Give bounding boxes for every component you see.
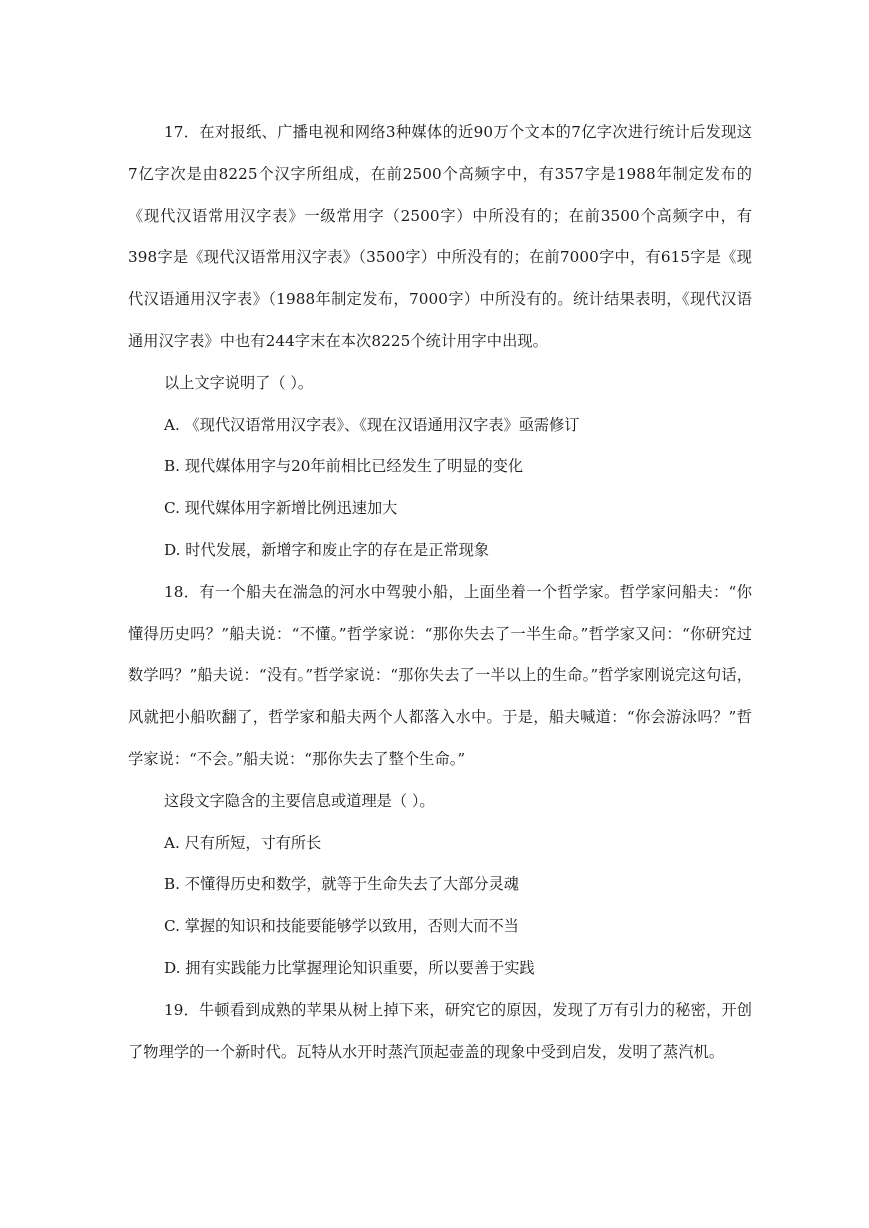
document-body	[128, 112, 752, 1073]
question-stem: 17．在对报纸、广播电视和网络3种媒体的近90万个文本的7亿字次进行统计后发现这7亿字次是由8225个汉字所组成，在前2500个高频字中，有357字是1988年制定发布的《现代汉语常用汉字表》一级常用字（2500字）中所没有的；在前3500个高频字中，有398字是《现代汉语常用汉字表》（3500字）中所没有的；在前7000字中，有615字是《现代汉语通用汉字表》（1988年制定发布，7000字）中所没有的。统计结果表明，《现代汉语通用汉字表》中也有244字末在本次8225个统计用字中出现。	[128, 123, 752, 350]
question-stem: 18．有一个船夫在湍急的河水中驾驶小船，上面坐着一个哲学家。哲学家问船夫：“你懂得历史吗？”船夫说：“不懂。”哲学家说：“那你失去了一半生命。”哲学家又问：“你研究过数学吗？”船夫说：“没有。”哲学家说：“那你失去了一半以上的生命。”哲学家刚说完这句话，风就把小船吹翻了，哲学家和船夫两个人都落入水中。于是，船夫喊道：“你会游泳吗？”哲学家说：“不会。”船夫说：“那你失去了整个生命。”	[128, 582, 752, 768]
option-b: B. 不懂得历史和数学，就等于生命失去了大部分灵魂	[164, 875, 519, 894]
option-a: A. 《现代汉语常用汉字表》、《现在汉语通用汉字表》亟需修订	[164, 415, 580, 434]
question-prompt: 这段文字隐含的主要信息或道理是（ ）。	[164, 791, 435, 810]
question-17	[128, 112, 752, 572]
question-18	[128, 572, 752, 990]
question-stem: 19．牛顿看到成熟的苹果从树上掉下来，研究它的原因，发现了万有引力的秘密，开创了物理学的一个新时代。瓦特从水开时蒸汽顶起壶盖的现象中受到启发，发明了蒸汽机。	[128, 1000, 752, 1061]
option-d: D. 时代发展，新增字和废止字的存在是正常现象	[164, 540, 490, 559]
option-c: C. 现代媒体用字新增比例迅速加大	[164, 499, 398, 518]
option-c: C. 掌握的知识和技能要能够学以致用，否则大而不当	[164, 917, 519, 936]
option-b: B. 现代媒体用字与20年前相比已经发生了明显的变化	[164, 457, 524, 476]
option-d: D. 拥有实践能力比掌握理论知识重要，所以要善于实践	[164, 958, 535, 977]
option-a: A. 尺有所短，寸有所长	[164, 833, 322, 852]
question-19	[128, 990, 752, 1074]
question-prompt: 以上文字说明了（ ）。	[164, 373, 314, 392]
